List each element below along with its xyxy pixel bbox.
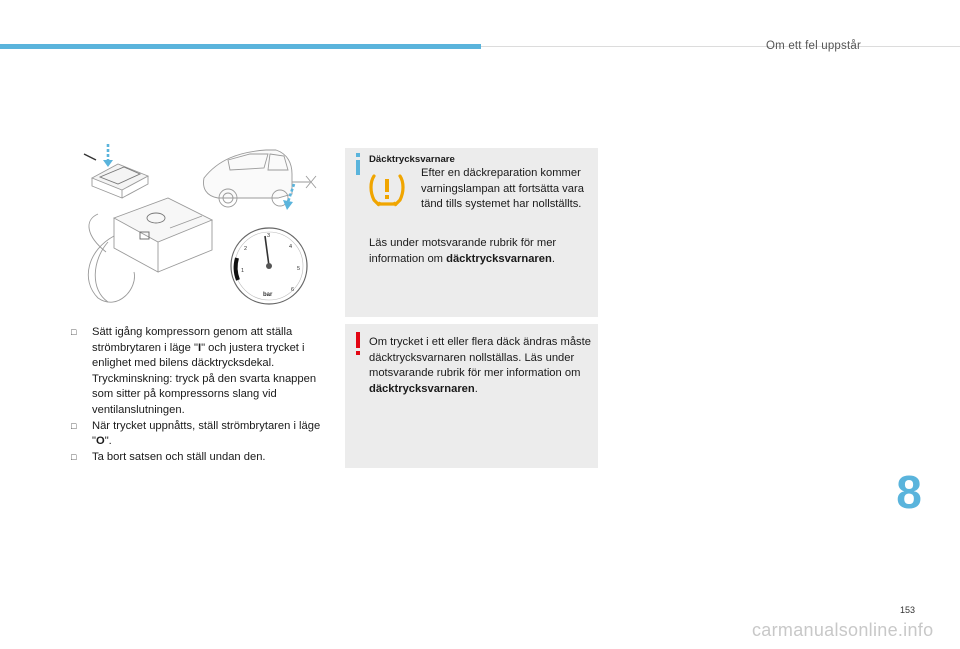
gauge-tick-label: 4 xyxy=(289,244,293,250)
bullet-icon: □ xyxy=(71,451,77,462)
info-box-text: Efter en däckreparation kommer varningslampan att fortsätta vara tänd tills systemet har nollställts. xyxy=(421,167,584,211)
gauge-unit: bar xyxy=(263,292,273,298)
instruction-list xyxy=(70,325,332,465)
gauge-tick-label: 1 xyxy=(241,268,245,274)
watermark: carmanualsonline.info xyxy=(752,620,934,640)
bullet-icon: □ xyxy=(71,327,77,337)
warning-box-text: Om trycket i ett eller flera däck ändras måste däcktrycksvarnaren nollställas. Läs under motsvarande rubrik för mer information om däcktrycksvarnaren. xyxy=(369,336,591,395)
list-item: □ När trycket uppnåtts, ställ strömbrytaren i läge "O". xyxy=(71,419,321,448)
exclamation-icon xyxy=(354,332,362,356)
section-title: Om ett fel uppstår xyxy=(766,40,861,52)
gauge-tick-label: 6 xyxy=(291,287,295,293)
info-icon xyxy=(353,153,363,175)
gauge-tick-label: 2 xyxy=(244,246,248,252)
gauge-tick-label: 5 xyxy=(297,266,301,272)
warning-box xyxy=(345,324,598,468)
page-number: 153 xyxy=(900,605,916,615)
bullet-icon: □ xyxy=(71,420,77,431)
info-box xyxy=(345,148,598,317)
header-accent-bar xyxy=(0,44,481,49)
info-box-heading: Däcktrycksvarnare xyxy=(369,154,455,165)
header-rule xyxy=(481,46,960,47)
compressor-illustration xyxy=(78,140,330,310)
list-item: □ Sätt igång kompressorn genom att ställa strömbrytaren i läge "I" och justera trycket i enlighet med bilens däcktrycksdekal. Tryckminskning: tryck på den svarta knappen som sitter på kompressorns slang vid ventilanslutningen. xyxy=(71,326,317,416)
info-box-reference: Läs under motsvarande rubrik för mer information om däcktrycksvarnaren. xyxy=(369,237,557,265)
list-item: □ Ta bort satsen och ställ undan den. xyxy=(70,450,332,466)
tire-pressure-warning-lamp-icon xyxy=(368,170,406,208)
gauge-tick-label: 3 xyxy=(267,233,271,239)
chapter-number: 8 xyxy=(896,466,922,518)
